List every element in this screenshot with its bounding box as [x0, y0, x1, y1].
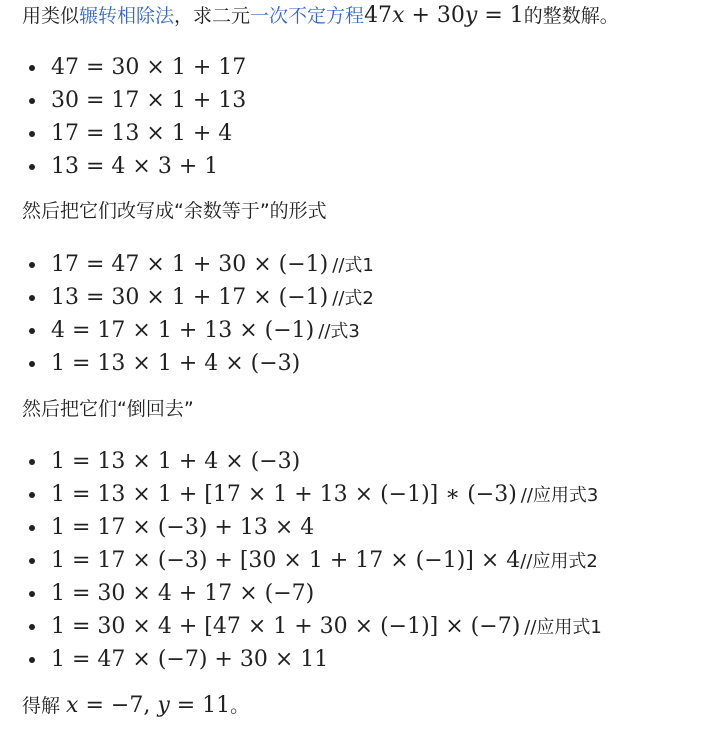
bullet-icon	[29, 657, 35, 663]
intro-prefix: 用类似	[22, 5, 80, 27]
equation-note: //式1	[332, 255, 374, 276]
equation: 1 = 13 × 1 + 4 × (−3)	[51, 449, 301, 474]
equation: 1 = 17 × (−3) + [30 × 1 + 17 × (−1)] × 4//应用式2	[51, 548, 598, 573]
equation: 1 = 47 × (−7) + 30 × 11	[51, 647, 329, 672]
equation: 17 = 13 × 1 + 4	[51, 121, 233, 146]
equation: 4 = 17 × 1 + 13 × (−1) //式3	[51, 318, 360, 343]
equation: 1 = 30 × 4 + [47 × 1 + 30 × (−1)] × (−7) //应用式1	[51, 614, 602, 639]
bullet-icon	[29, 361, 35, 367]
bullet-icon	[29, 492, 35, 498]
equation: 1 = 17 × (−3) + 13 × 4	[51, 515, 315, 540]
equation: 47 = 30 × 1 + 17	[51, 55, 247, 80]
bullet-icon	[29, 558, 35, 564]
bullet-icon	[29, 525, 35, 531]
equation-note: //式2	[332, 288, 374, 309]
equation: 13 = 4 × 3 + 1	[51, 154, 219, 179]
result-equation: x = −7, y = 11	[66, 693, 231, 718]
bullet-icon	[29, 591, 35, 597]
bullet-icon	[29, 295, 35, 301]
intro-equation: 47x + 30y = 1	[364, 3, 524, 28]
equation: 13 = 30 × 1 + 17 × (−1) //式2	[51, 285, 374, 310]
equation: 1 = 30 × 4 + 17 × (−7)	[51, 581, 315, 606]
bullet-icon	[29, 65, 35, 71]
bullet-icon	[29, 131, 35, 137]
intro-paragraph	[22, 3, 619, 29]
bullet-icon	[29, 328, 35, 334]
remainder-form-paragraph: 然后把它们改写成“余数等于”的形式	[22, 200, 327, 222]
equation: 1 = 13 × 1 + [17 × 1 + 13 × (−1)] ∗ (−3) //应用式3	[51, 482, 599, 507]
result-suffix: 。	[230, 695, 250, 717]
result-prefix: 得解	[22, 695, 67, 717]
equation-note: //应用式2	[520, 551, 598, 572]
equation: 30 = 17 × 1 + 13	[51, 88, 247, 113]
equation-note: //应用式1	[524, 617, 602, 638]
euclidean-algorithm-link[interactable]: 辗转相除法	[79, 5, 175, 27]
equation-note: //应用式3	[520, 485, 599, 506]
equation: 1 = 13 × 1 + 4 × (−3)	[51, 351, 301, 376]
bullet-icon	[29, 459, 35, 465]
bullet-icon	[29, 98, 35, 104]
intro-middle: ，求二元	[174, 5, 251, 27]
result-paragraph	[22, 693, 249, 719]
bullet-icon	[29, 164, 35, 170]
bullet-icon	[29, 262, 35, 268]
diophantine-equation-link[interactable]: 一次不定方程	[250, 5, 365, 27]
bullet-icon	[29, 624, 35, 630]
equation-note: //式3	[318, 321, 360, 342]
equation: 17 = 47 × 1 + 30 × (−1) //式1	[51, 252, 374, 277]
intro-suffix: 的整数解。	[523, 5, 619, 27]
back-substitution-paragraph: 然后把它们“倒回去”	[22, 398, 194, 420]
